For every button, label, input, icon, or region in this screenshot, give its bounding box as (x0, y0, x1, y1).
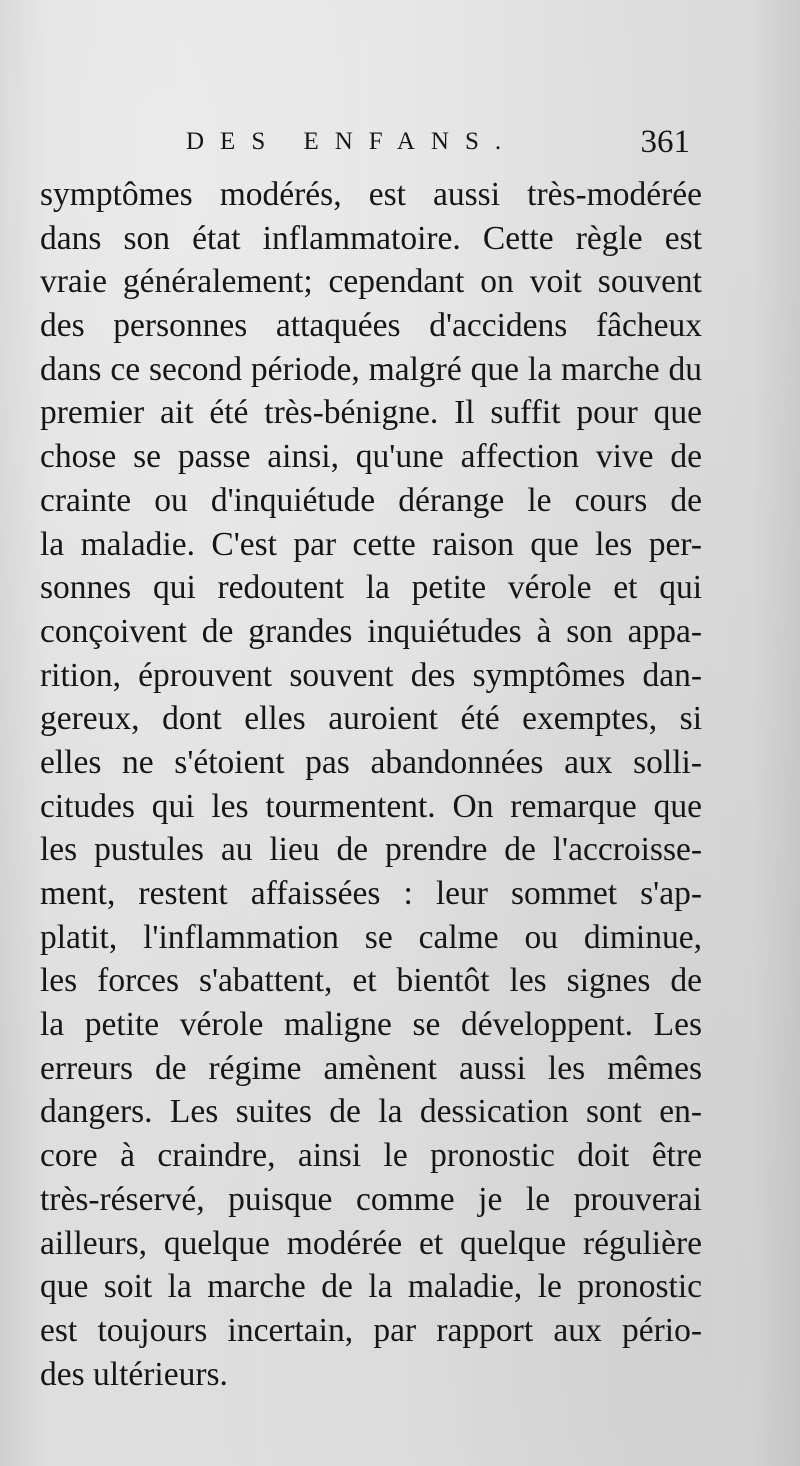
text-line: des ultérieurs. (40, 1355, 228, 1393)
running-head (0, 124, 800, 164)
text-line: des personnes attaquées d'accidens fâcheux (40, 307, 702, 345)
body-text (40, 173, 702, 1396)
text-line: les forces s'abattent, et bientôt les signes de (40, 962, 702, 1000)
text-line: vraie généralement; cependant on voit souvent (40, 263, 702, 301)
text-line: la maladie. C'est par cette raison que les per- (40, 525, 702, 563)
text-line: rition, éprouvent souvent des symptômes dan- (40, 656, 702, 694)
text-line: premier ait été très-bénigne. Il suffit pour que (40, 394, 702, 432)
text-line: platit, l'inflammation se calme ou diminue, (40, 918, 702, 956)
text-line: sonnes qui redoutent la petite vérole et qui (40, 569, 702, 607)
page-number: 361 (640, 124, 690, 160)
text-line: symptômes modérés, est aussi très-modérée (40, 176, 702, 213)
text-line: dans son état inflammatoire. Cette règle est (40, 219, 702, 257)
text-line: la petite vérole maligne se développent. Les (40, 1006, 702, 1044)
text-line: dans ce second période, malgré que la marche du (40, 350, 702, 388)
text-line: chose se passe ainsi, qu'une affection vive de (40, 438, 702, 476)
text-line: gereux, dont elles auroient été exemptes, si (40, 700, 702, 738)
text-line: que soit la marche de la maladie, le pronostic (40, 1268, 702, 1306)
text-line: est toujours incertain, par rapport aux pério- (40, 1311, 702, 1349)
text-line: crainte ou d'inquiétude dérange le cours de (40, 481, 702, 519)
text-line: conçoivent de grandes inquiétudes à son appa- (40, 612, 702, 650)
text-line: erreurs de régime amènent aussi les mêmes (40, 1049, 702, 1087)
text-line: très-réservé, puisque comme je le prouverai (40, 1180, 702, 1218)
running-title: DES ENFANS. (186, 128, 518, 155)
text-line: dangers. Les suites de la dessication sont en- (40, 1093, 702, 1131)
text-line: ailleurs, quelque modérée et quelque régulière (40, 1224, 702, 1262)
text-line: les pustules au lieu de prendre de l'accroisse- (40, 831, 702, 869)
text-line: ment, restent affaissées : leur sommet s'ap- (40, 875, 702, 912)
text-line: core à craindre, ainsi le pronostic doit être (40, 1137, 702, 1175)
text-line: citudes qui les tourmentent. On remarque que (40, 787, 702, 825)
text-line: elles ne s'étoient pas abandonnées aux solli- (40, 743, 702, 781)
